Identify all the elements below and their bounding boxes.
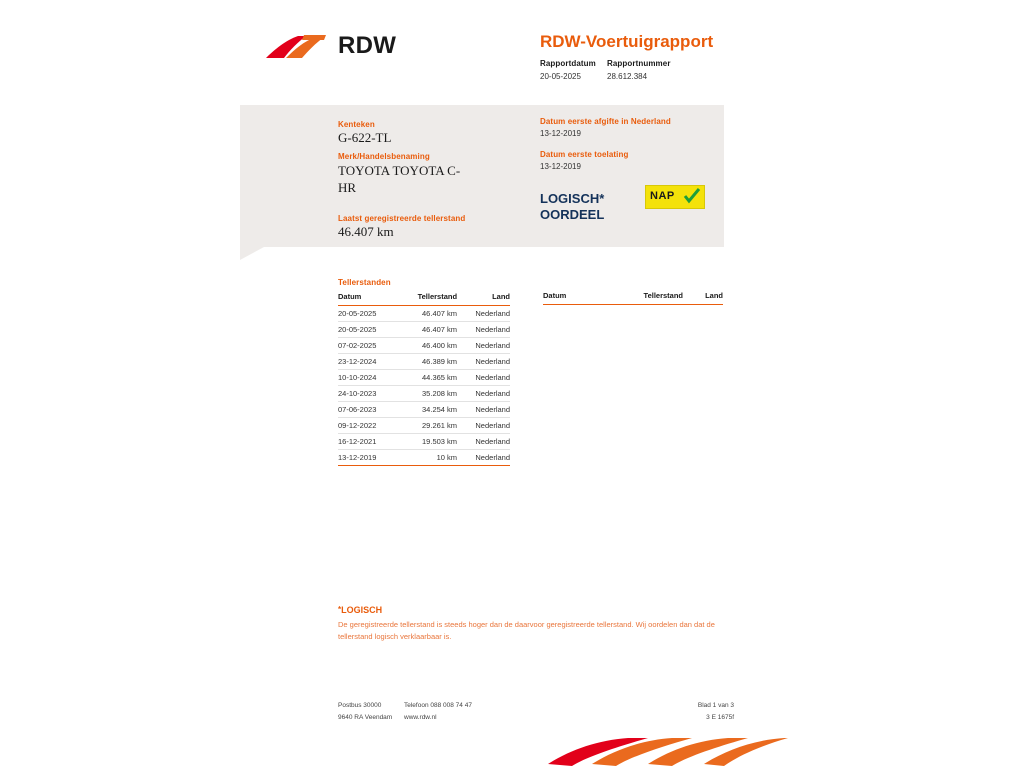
footer-phone: Telefoon 088 008 74 47 xyxy=(404,702,472,709)
column-header-tellerstand: Tellerstand xyxy=(595,291,683,305)
footer-logo-icon xyxy=(548,738,788,768)
merk-value: TOYOTA TOYOTA C-HR xyxy=(338,163,461,195)
footnote-section xyxy=(338,605,738,643)
footnote-body: De geregistreerde tellerstand is steeds hoger dan de daarvoor geregistreerde tellerstand. Wij oordelen dan dat de tellerstand logisch verklaarbaar is. xyxy=(338,620,715,641)
cell-datum: 16-12-2021 xyxy=(338,434,397,450)
column-header-datum: Datum xyxy=(338,292,397,306)
kenteken-label: Kenteken xyxy=(338,120,375,129)
cell-datum: 24-10-2023 xyxy=(338,386,397,402)
table-row xyxy=(338,434,510,450)
column-header-datum: Datum xyxy=(543,291,595,305)
table-row xyxy=(338,370,510,386)
table-row xyxy=(338,402,510,418)
column-header-land: Land xyxy=(457,292,510,306)
footnote-title xyxy=(338,605,738,615)
cell-datum: 23-12-2024 xyxy=(338,354,397,370)
cell-tellerstand: 46.389 km xyxy=(397,354,457,370)
table-row xyxy=(338,322,510,338)
nap-badge xyxy=(645,185,705,209)
footnote-star: * xyxy=(338,605,342,614)
page-title: RDW-Voertuigrapport xyxy=(540,32,714,51)
cell-land: Nederland xyxy=(457,354,510,370)
cell-tellerstand: 19.503 km xyxy=(397,434,457,450)
cell-tellerstand: 46.407 km xyxy=(397,322,457,338)
cell-tellerstand: 46.407 km xyxy=(397,306,457,322)
cell-datum: 09-12-2022 xyxy=(338,418,397,434)
report-date-value: 20-05-2025 xyxy=(540,72,581,81)
report-number-value: 28.612.384 xyxy=(607,72,648,81)
column-header-tellerstand: Tellerstand xyxy=(397,292,457,306)
report-number-label: Rapportnummer xyxy=(607,59,671,68)
merk-label: Merk/Handelsbenaming xyxy=(338,152,430,161)
cell-tellerstand: 35.208 km xyxy=(397,386,457,402)
rdw-wordmark: RDW xyxy=(338,32,397,59)
status-badge: LOGISCH* OORDEEL xyxy=(540,191,605,222)
table-header-row xyxy=(543,291,723,305)
cell-land: Nederland xyxy=(457,338,510,354)
cell-land: Nederland xyxy=(457,450,510,466)
odometer-section xyxy=(338,278,722,466)
eerste-toelating-value: 13-12-2019 xyxy=(540,162,581,171)
vehicle-summary-panel xyxy=(240,105,724,247)
document-header xyxy=(240,14,740,84)
cell-land: Nederland xyxy=(457,434,510,450)
footer-address-line1: Postbus 30000 xyxy=(338,702,382,709)
table-row xyxy=(338,338,510,354)
report-number-block xyxy=(607,59,671,81)
table-row xyxy=(338,418,510,434)
table-row xyxy=(338,386,510,402)
cell-land: Nederland xyxy=(457,322,510,338)
odometer-table-right xyxy=(543,291,723,305)
cell-datum: 10-10-2024 xyxy=(338,370,397,386)
cell-tellerstand: 44.365 km xyxy=(397,370,457,386)
cell-land: Nederland xyxy=(457,386,510,402)
table-header-row xyxy=(338,292,510,306)
column-header-land: Land xyxy=(683,291,723,305)
cell-land: Nederland xyxy=(457,370,510,386)
cell-datum: 07-06-2023 xyxy=(338,402,397,418)
cell-land: Nederland xyxy=(457,306,510,322)
kenteken-value: G-622-TL xyxy=(338,130,392,145)
footnote-title-text: LOGISCH xyxy=(341,605,383,615)
footer-website[interactable]: www.rdw.nl xyxy=(404,714,437,721)
footer-address-line2: 9640 RA Veendam xyxy=(338,714,393,721)
nap-badge-label: NAP xyxy=(650,190,675,202)
table-row xyxy=(338,354,510,370)
cell-land: Nederland xyxy=(457,418,510,434)
check-icon xyxy=(683,187,701,205)
report-date-label: Rapportdatum xyxy=(540,59,596,68)
cell-datum: 13-12-2019 xyxy=(338,450,397,466)
cell-tellerstand: 10 km xyxy=(397,450,457,466)
cell-datum: 07-02-2025 xyxy=(338,338,397,354)
eerste-afgifte-label: Datum eerste afgifte in Nederland xyxy=(540,117,671,126)
table-row xyxy=(338,450,510,466)
rdw-logo-icon xyxy=(264,32,330,66)
cell-datum: 20-05-2025 xyxy=(338,306,397,322)
cell-datum: 20-05-2025 xyxy=(338,322,397,338)
eerste-afgifte-value: 13-12-2019 xyxy=(540,129,581,138)
footer-page-info: Blad 1 van 3 xyxy=(697,702,734,709)
odometer-table-body xyxy=(338,306,510,466)
cell-land: Nederland xyxy=(457,402,510,418)
footer-doc-code: 3 E 1675f xyxy=(706,714,734,721)
panel-notch xyxy=(240,247,264,260)
cell-tellerstand: 29.261 km xyxy=(397,418,457,434)
cell-tellerstand: 34.254 km xyxy=(397,402,457,418)
laatste-tellerstand-value: 46.407 km xyxy=(338,224,394,239)
laatste-tellerstand-label: Laatst geregistreerde tellerstand xyxy=(338,214,466,223)
cell-tellerstand: 46.400 km xyxy=(397,338,457,354)
eerste-toelating-label: Datum eerste toelating xyxy=(540,150,629,159)
odometer-table-left xyxy=(338,292,510,466)
table-row xyxy=(338,306,510,322)
odometer-section-title: Tellerstanden xyxy=(338,278,391,287)
report-date-block xyxy=(540,59,596,81)
